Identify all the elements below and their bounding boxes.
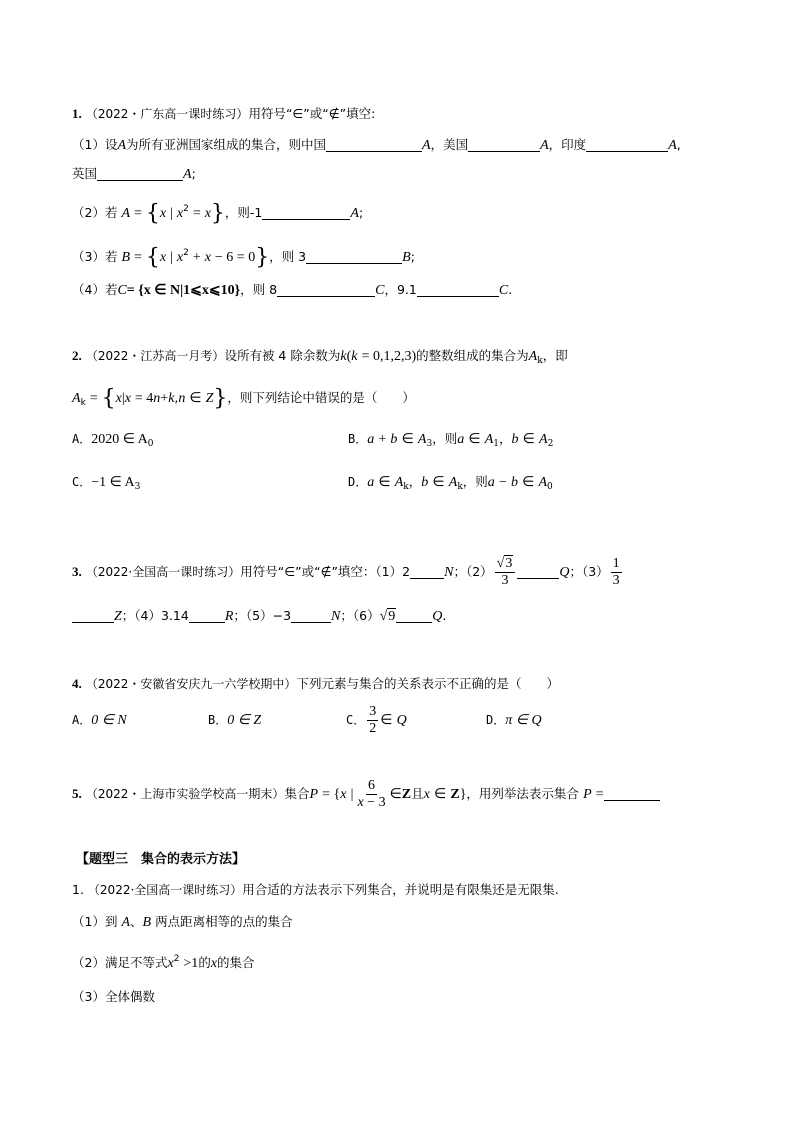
fraction-sqrt3-over-3: $\frac{√3}{3}$: [495, 556, 516, 589]
answer-blank[interactable]: [291, 608, 331, 623]
answer-blank[interactable]: [410, 564, 444, 579]
section-question-1-part-1: （1）到 A、B 两点距离相等的点的集合: [72, 914, 293, 930]
question-number: 1.: [72, 106, 82, 121]
answer-blank[interactable]: [396, 608, 432, 623]
question-5: 5. （2022・上海市实验学校高一期末）集合P = {x | $\frac{6}{x - 3}$ ∈Z且x ∈ Z}，用列举法表示集合 P =: [72, 774, 660, 815]
question-stem: 用符号“∈”或“∉”填空:: [248, 106, 376, 121]
question-number: 4.: [72, 676, 82, 691]
question-2-option-d[interactable]: D．a ∈ $A_k$，b ∈ $A_k$，则a − b ∈ $A_0$: [348, 474, 553, 492]
question-source: （2022・广东高一课时练习）: [85, 107, 249, 121]
fraction-one-third: $\frac{1}{3}$: [612, 556, 620, 588]
question-2-option-b[interactable]: B．a + b ∈ $A_3$，则a ∈ $A_1$，b ∈ $A_2$: [348, 431, 554, 449]
question-source: （2022・江苏高一月考）: [85, 349, 225, 363]
answer-blank[interactable]: [72, 608, 114, 623]
answer-blank[interactable]: [277, 282, 375, 297]
question-2-header: 2. （2022・江苏高一月考）设所有被 4 除余数为k(k = 0,1,2,3)的整数组成的集合为$A_k$，即: [72, 348, 568, 366]
question-1-part-1: （1）设A为所有亚洲国家组成的集合，则中国 A，美国 A，印度 A,: [72, 137, 681, 153]
question-1-part-3: （3）若 B = {x | $x^2 + x - 6 = 0$}，则 3 B;: [72, 245, 415, 270]
answer-blank[interactable]: [97, 166, 183, 181]
answer-blank[interactable]: [417, 282, 499, 297]
question-2-option-c[interactable]: C．−1 ∈ $A_3$: [72, 475, 141, 492]
question-1-part-4: （4）若C= {x ∈ N|1⩽x⩽10}，则 8 C，9.1 C.: [72, 282, 513, 298]
question-number: 3.: [72, 564, 82, 579]
question-4-option-b[interactable]: B．0 ∈ Z: [208, 713, 262, 728]
question-4-option-a[interactable]: A．0 ∈ N: [72, 713, 127, 728]
answer-blank[interactable]: [189, 608, 225, 623]
question-4-header: 4. （2022・安徽省安庆九一六学校期中）下列元素与集合的关系表示不正确的是（ ）: [72, 676, 559, 691]
question-source: （2022·全国高一课时练习）: [87, 883, 243, 897]
question-source: （2022·全国高一课时练习）: [85, 565, 241, 579]
question-4-option-d[interactable]: D．π ∈ Q: [486, 713, 542, 728]
section-question-1-header: 1. （2022·全国高一课时练习）用合适的方法表示下列集合，并说明是有限集还是无限集.: [72, 882, 559, 897]
question-2-set-definition: $A_k = \{x|x = 4n+k,n$ ∈ Z}，则下列结论中错误的是（ ）: [72, 386, 415, 411]
question-number: 2.: [72, 348, 82, 363]
question-source: （2022・上海市实验学校高一期末）: [85, 787, 285, 801]
answer-blank[interactable]: [326, 137, 422, 152]
answer-blank[interactable]: [468, 137, 540, 152]
question-number: 5.: [72, 786, 82, 801]
answer-blank[interactable]: [517, 564, 559, 579]
answer-blank[interactable]: [262, 205, 350, 220]
question-1-header: [72, 104, 375, 125]
answer-blank[interactable]: [586, 137, 668, 152]
question-source: （2022・安徽省安庆九一六学校期中）: [85, 677, 297, 691]
question-3-line-2: Z；（4）3.14 R；（5）−3 N；（6）√9 Q.: [72, 606, 446, 627]
answer-blank[interactable]: [306, 249, 402, 264]
question-3-line-1: 3. （2022·全国高一课时练习）用符号“∈”或“∉”填空：（1）2 N；（2） $\frac{√3}{3}$ Q；（3） $\frac{1}{3}$: [72, 556, 620, 588]
question-1-part-1-cont: 英国 A;: [72, 166, 196, 182]
question-2-option-a[interactable]: A．2020 ∈ $A_0$: [72, 432, 154, 449]
question-number: 1.: [72, 882, 84, 897]
section-question-1-part-2: （2）满足不等式$x^2 >1$的x的集合: [72, 954, 255, 971]
question-4-option-c[interactable]: C． $\frac{3}{2}$ ∈ Q: [346, 704, 407, 736]
section-question-1-part-3: （3）全体偶数: [72, 989, 155, 1004]
answer-blank[interactable]: [604, 786, 660, 801]
question-1-part-2: （2）若 A = {x | $x^2 = x$}，则-1 A;: [72, 201, 364, 226]
section-heading: 【题型三 集合的表示方法】: [76, 852, 246, 867]
